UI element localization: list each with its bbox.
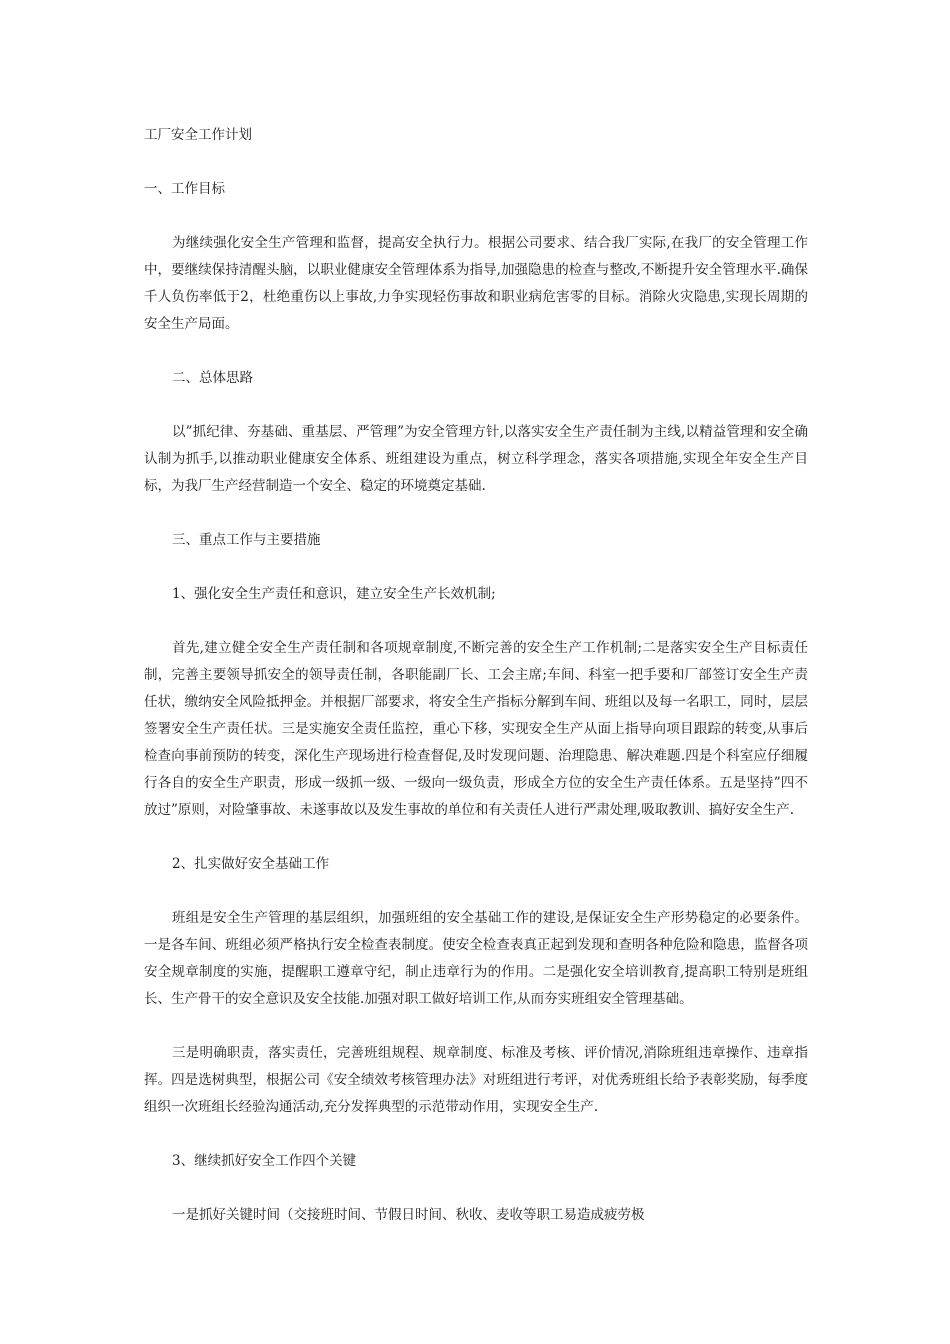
document-page xyxy=(144,122,808,1229)
paragraph-responsibility: 首先,建立健全安全生产责任制和各项规章制度,不断完善的安全生产工作机制;二是落实安全生产目标责任制，完善主要领导抓安全的领导责任制，各职能副厂长、工会主席;车间、科室一把手要和厂部签订安全生产责任状，缴纳安全风险抵押金。并根据厂部要求，将安全生产指标分解到车间、班组以及每一名职工，同时，层层签署安全生产责任状。三是实施安全责任监控，重心下移，实现安全生产从面上指导向项目跟踪的转变,从事后检查向事前预防的转变，深化生产现场进行检查督促,及时发现问题、治理隐患、解决难题.四是个科室应仔细履行各自的安全生产职责，形成一级抓一级、一级向一级负责，形成全方位的安全生产责任体系。五是坚持”四不放过”原则，对险肇事故、未遂事故以及发生事故的单位和有关责任人进行严肃处理,吸取教训、搞好安全生产. xyxy=(144,640,808,818)
section-heading-key-work: 三、重点工作与主要措施 xyxy=(172,532,321,548)
paragraph-goals: 为继续强化安全生产管理和监督，提高安全执行力。根据公司要求、结合我厂实际,在我厂的安全管理工作中，要继续保持清醒头脑，以职业健康安全管理体系为指导,加强隐患的检查与整改,不断提升安全管理水平.确保千人负伤率低于2，杜绝重伤以上事故,力争实现轻伤事故和职业病危害零的目标。消除火灾隐患,实现长周期的安全生产局面。 xyxy=(144,235,808,332)
item-heading-foundation: 2、扎实做好安全基础工作 xyxy=(172,856,330,872)
document-title: 工厂安全工作计划 xyxy=(144,127,252,143)
paragraph-approach: 以”抓纪律、夯基础、重基层、严管理”为安全管理方针,以落实安全生产责任制为主线,以精益管理和安全确认制为抓手,以推动职业健康安全体系、班组建设为重点，树立科学理念，落实各项措施,实现全年安全生产目标，为我厂生产经营制造一个安全、稳定的环境奠定基础. xyxy=(144,424,808,494)
paragraph-foundation-2: 三是明确职责，落实责任，完善班组规程、规章制度、标准及考核、评价情况,消除班组违章操作、违章指挥。四是选树典型，根据公司《安全绩效考核管理办法》对班组进行考评，对优秀班组长给予表彰奖励，每季度组织一次班组长经验沟通活动,充分发挥典型的示范带动作用，实现安全生产. xyxy=(144,1045,808,1115)
item-heading-responsibility: 1、强化安全生产责任和意识，建立安全生产长效机制; xyxy=(172,586,496,602)
item-heading-four-keys: 3、继续抓好安全工作四个关键 xyxy=(172,1153,357,1169)
section-heading-approach: 二、总体思路 xyxy=(172,370,253,386)
section-heading-goals: 一、工作目标 xyxy=(144,181,225,197)
paragraph-foundation-1: 班组是安全生产管理的基层组织，加强班组的安全基础工作的建设,是保证安全生产形势稳定的必要条件。一是各车间、班组必须严格执行安全检查表制度。使安全检查表真正起到发现和查明各种危险和隐患，监督各项安全规章制度的实施，提醒职工遵章守纪，制止违章行为的作用。二是强化安全培训教育,提高职工特别是班组长、生产骨干的安全意识及安全技能.加强对职工做好培训工作,从而夯实班组安全管理基础。 xyxy=(144,910,808,1007)
paragraph-four-keys: 一是抓好关键时间（交接班时间、节假日时间、秋收、麦收等职工易造成疲劳极 xyxy=(172,1207,645,1223)
